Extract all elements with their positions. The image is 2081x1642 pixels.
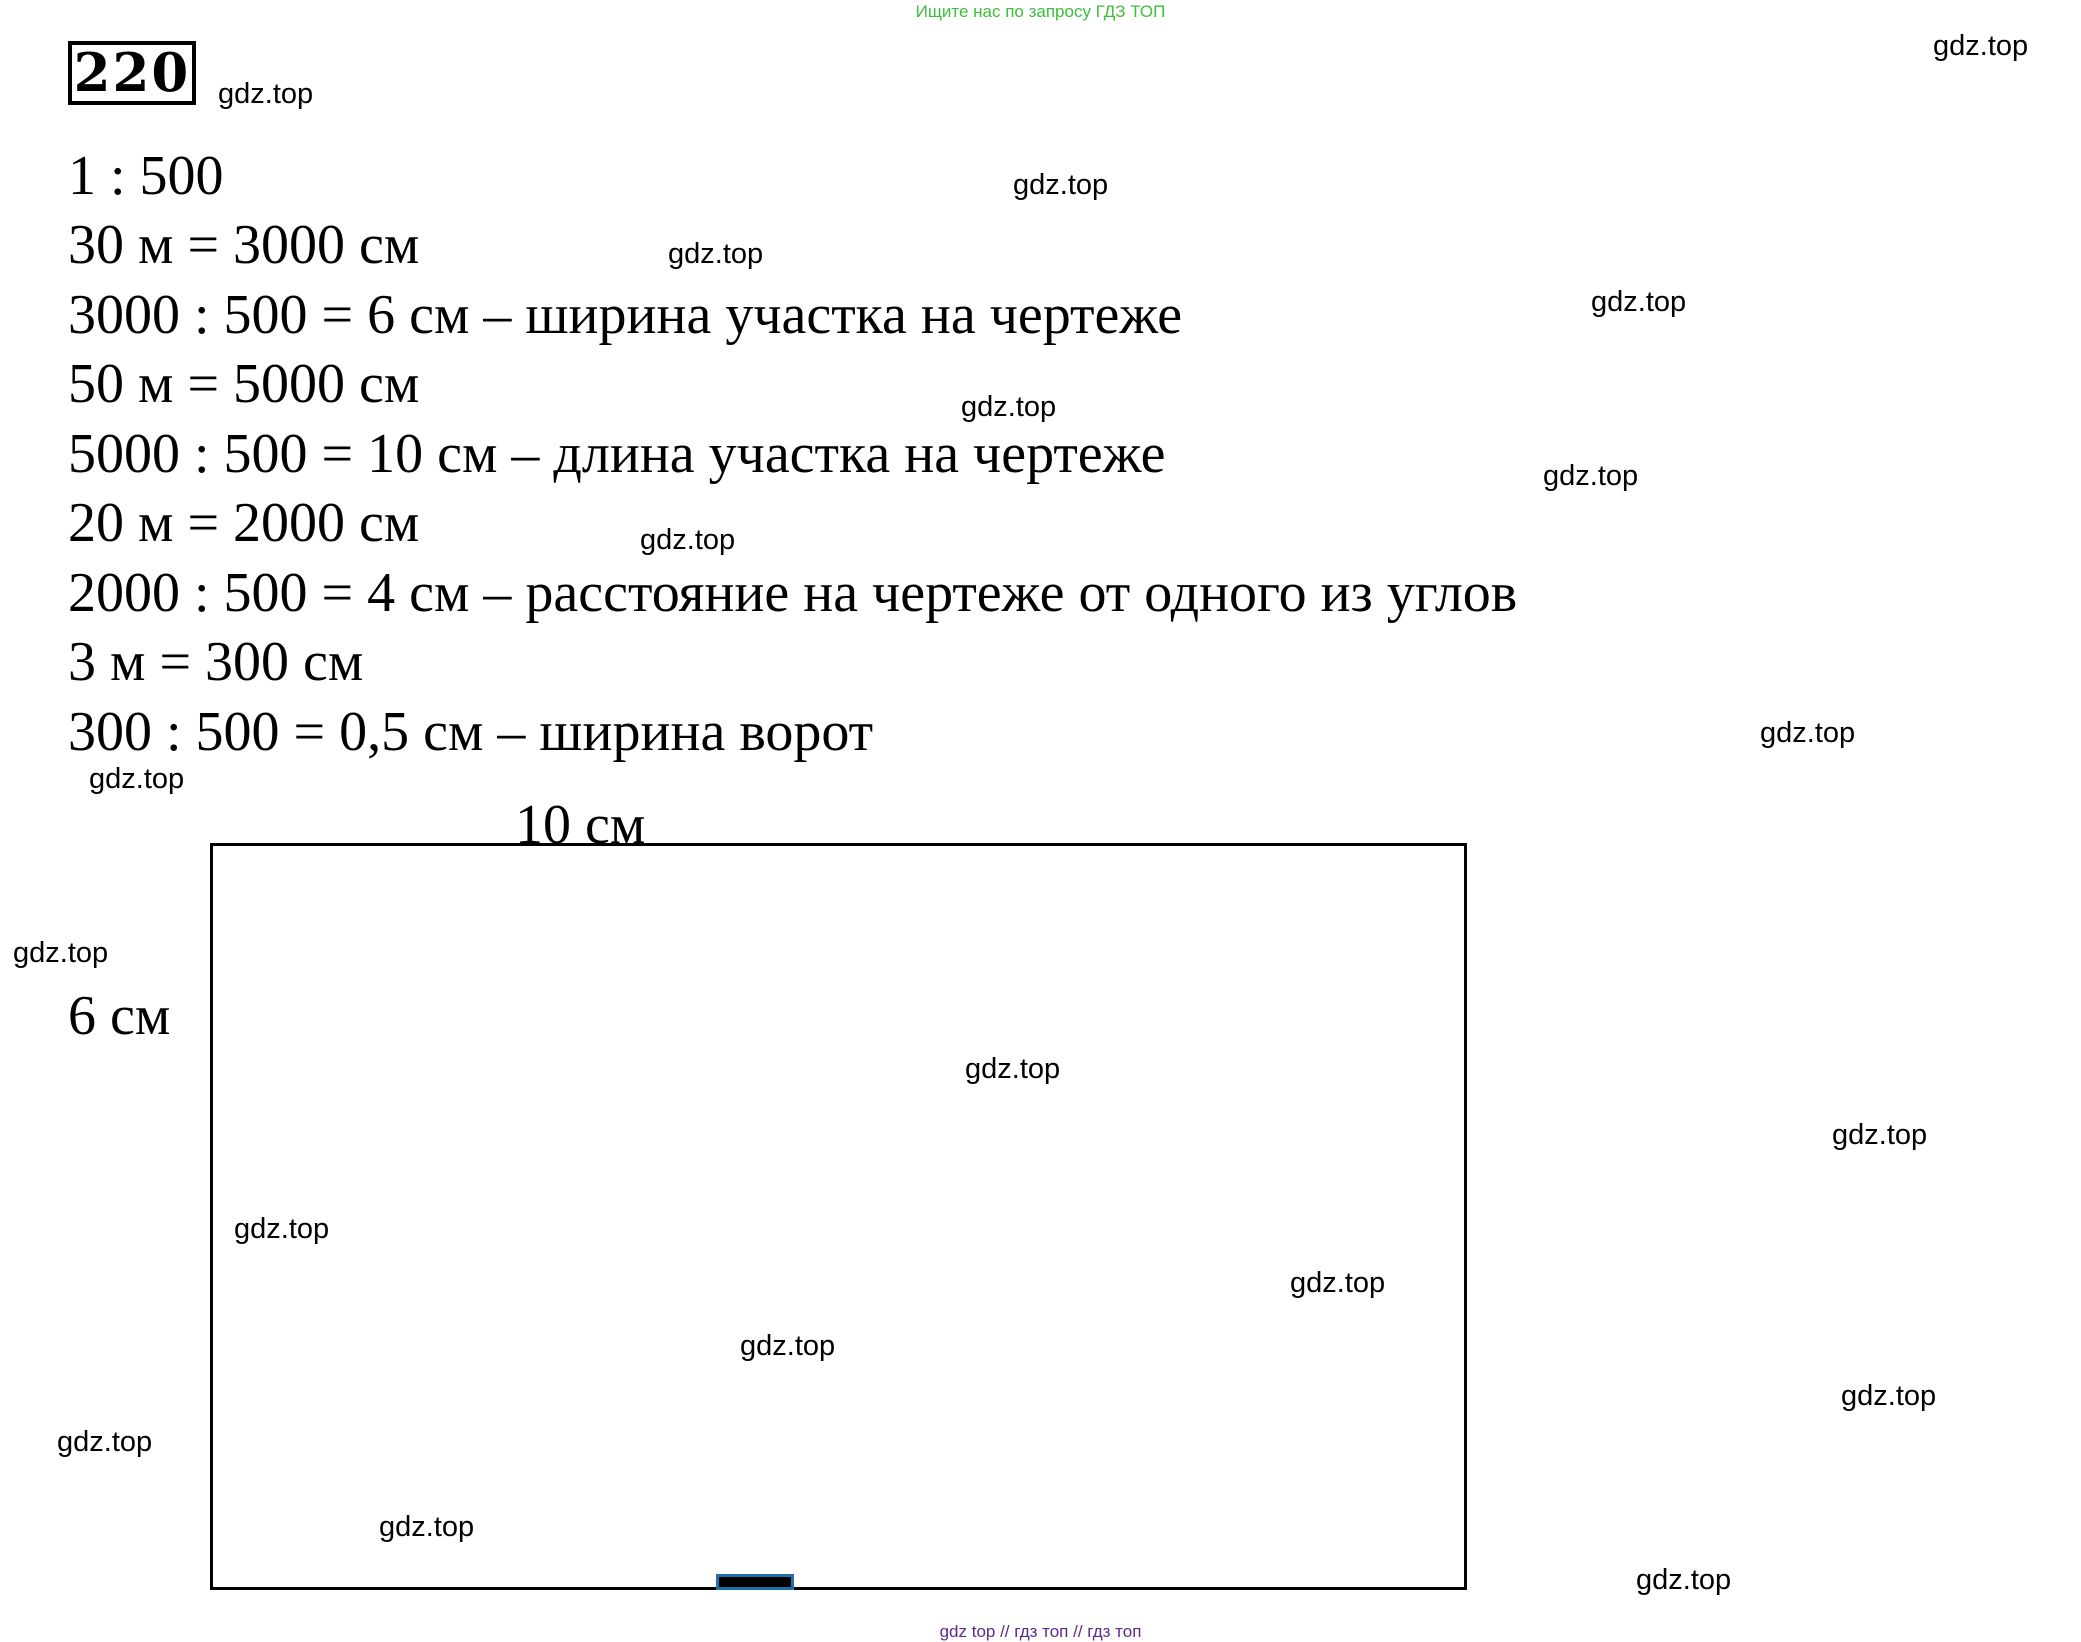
- solution-line: 2000 : 500 = 4 см – расстояние на чертеже от одного из углов: [68, 562, 1518, 624]
- length-label: 10 см: [515, 794, 646, 856]
- watermark: gdz.top: [740, 1330, 836, 1362]
- plot-rectangle: [210, 843, 1467, 1590]
- watermark: gdz.top: [1290, 1267, 1386, 1299]
- watermark: gdz.top: [1636, 1564, 1732, 1596]
- solution-line: 1 : 500: [68, 145, 224, 207]
- watermark: gdz.top: [218, 78, 314, 110]
- solution-line: 3000 : 500 = 6 см – ширина участка на чертеже: [68, 284, 1183, 346]
- problem-number: 220: [68, 41, 196, 105]
- watermark: gdz.top: [965, 1053, 1061, 1085]
- watermark: gdz.top: [1013, 169, 1109, 201]
- solution-line: 300 : 500 = 0,5 см – ширина ворот: [68, 701, 874, 763]
- watermark: gdz.top: [57, 1426, 153, 1458]
- watermark: gdz.top: [640, 524, 736, 556]
- watermark: gdz.top: [1543, 460, 1639, 492]
- solution-line: 5000 : 500 = 10 см – длина участка на чертеже: [68, 423, 1166, 485]
- gate-mark: [716, 1574, 794, 1590]
- watermark: gdz.top: [1841, 1380, 1937, 1412]
- top-banner: Ищите нас по запросу ГДЗ ТОП: [915, 2, 1166, 21]
- watermark: gdz.top: [234, 1213, 330, 1245]
- watermark: gdz.top: [89, 763, 185, 795]
- solution-line: 30 м = 3000 см: [68, 214, 420, 276]
- watermark: gdz.top: [1760, 717, 1856, 749]
- solution-line: 3 м = 300 см: [68, 631, 364, 693]
- watermark: gdz.top: [1933, 30, 2029, 62]
- solution-line: 20 м = 2000 см: [68, 492, 420, 554]
- watermark: gdz.top: [668, 238, 764, 270]
- watermark: gdz.top: [961, 391, 1057, 423]
- watermark: gdz.top: [1832, 1119, 1928, 1151]
- watermark: gdz.top: [1591, 286, 1687, 318]
- solution-line: 50 м = 5000 см: [68, 353, 420, 415]
- watermark: gdz.top: [379, 1511, 475, 1543]
- watermark: gdz.top: [13, 937, 109, 969]
- footer-links: gdz top // гдз топ // гдз топ: [939, 1622, 1142, 1641]
- width-label: 6 см: [68, 985, 171, 1047]
